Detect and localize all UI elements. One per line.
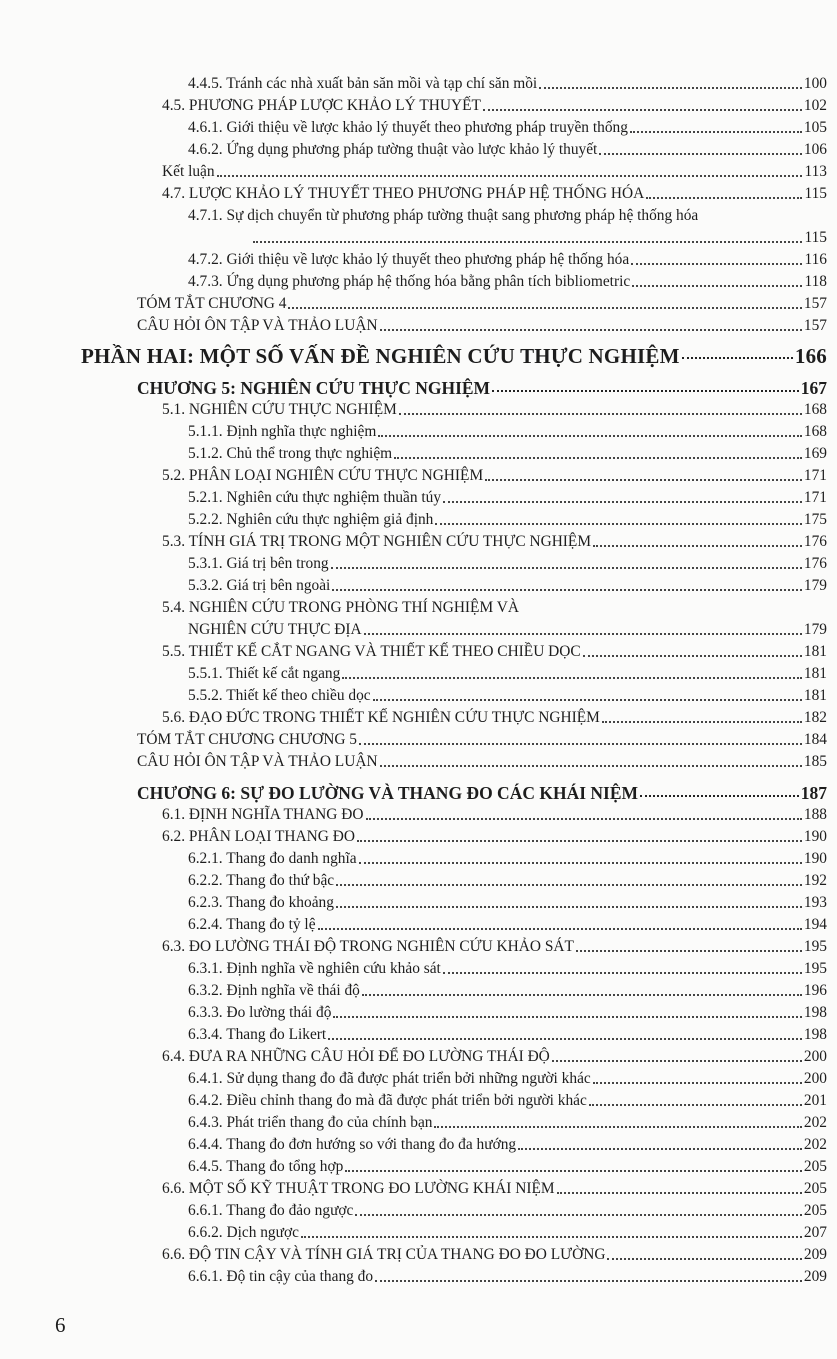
- toc-entry-title: 6.6. ĐỘ TIN CẬY VÀ TÍNH GIÁ TRỊ CỦA THANG ĐO ĐO LƯỜNG: [162, 1246, 606, 1263]
- toc-entry-title: 4.4.5. Tránh các nhà xuất bản săn mồi và tạp chí săn mồi: [188, 75, 538, 92]
- toc-entry-title: PHẦN HAI: MỘT SỐ VẤN ĐỀ NGHIÊN CỨU THỰC NGHIỆM: [81, 344, 680, 368]
- toc-entry: [0, 529, 837, 551]
- dot-leader: [301, 1236, 802, 1238]
- toc-entry: [0, 934, 837, 956]
- toc-entry-page: 195: [803, 960, 827, 977]
- toc-entry: [0, 551, 837, 573]
- toc-entry: [0, 159, 837, 181]
- toc-entry: [0, 1264, 837, 1286]
- toc-entry-page: 207: [803, 1224, 827, 1241]
- toc-entry-page: 118: [804, 273, 827, 290]
- toc-entry-page: 167: [800, 378, 827, 398]
- toc-entry: [0, 463, 837, 485]
- toc-entry-title: 5.3.2. Giá trị bên ngoài: [188, 577, 331, 594]
- dot-leader: [599, 153, 802, 155]
- toc-entry: [0, 137, 837, 159]
- toc-entry-page: 200: [803, 1070, 827, 1087]
- toc-entry-title: 5.6. ĐẠO ĐỨC TRONG THIẾT KẾ NGHIÊN CỨU THỰC NGHIỆM: [162, 709, 600, 726]
- toc-entry: [0, 1154, 837, 1176]
- toc-entry: [0, 419, 837, 441]
- dot-leader: [602, 721, 802, 723]
- dot-leader: [589, 1104, 802, 1106]
- toc-entry-page: 115: [804, 229, 827, 246]
- toc-entry-title: 5.3.1. Giá trị bên trong: [188, 555, 329, 572]
- toc-entry-page: 102: [803, 97, 827, 114]
- toc-entry-page: 202: [803, 1136, 827, 1153]
- toc-entry-title: 6.4.4. Thang đo đơn hướng so với thang đo đa hướng: [188, 1136, 517, 1153]
- toc-entry: [0, 507, 837, 529]
- toc-entry-page: 205: [803, 1202, 827, 1219]
- dot-leader: [373, 699, 802, 701]
- toc-entry-page: 157: [803, 317, 827, 334]
- dot-leader: [399, 413, 802, 415]
- toc-entry-title: 5.5. THIẾT KẾ CẮT NGANG VÀ THIẾT KẾ THEO CHIỀU DỌC: [162, 643, 581, 660]
- page-number: 6: [55, 1313, 66, 1337]
- toc-entry: [0, 978, 837, 1000]
- toc-entry: [0, 868, 837, 890]
- toc-entry-title: 5.5.2. Thiết kế theo chiều dọc: [188, 687, 371, 704]
- dot-leader: [632, 285, 802, 287]
- toc-entry-title: CHƯƠNG 6: SỰ ĐO LƯỜNG VÀ THANG ĐO CÁC KHÁI NIỆM: [137, 783, 639, 803]
- toc-entry-page: 182: [803, 709, 827, 726]
- toc-entry-page: 113: [804, 163, 827, 180]
- toc-entry: [0, 956, 837, 978]
- dot-leader: [318, 928, 802, 930]
- toc-entry-page: 169: [803, 445, 827, 462]
- toc-entry-title: 5.1. NGHIÊN CỨU THỰC NGHIỆM: [162, 401, 397, 418]
- toc-entry-page: 116: [804, 251, 827, 268]
- toc-entry-title: 6.4.2. Điều chỉnh thang đo mà đã được phát triển bởi người khác: [188, 1092, 587, 1109]
- dot-leader: [434, 1126, 801, 1128]
- toc-entry: [0, 595, 837, 617]
- toc-entry-title: 6.2.3. Thang đo khoảng: [188, 894, 334, 911]
- dot-leader: [576, 950, 802, 952]
- toc-entry-title: 4.7.2. Giới thiệu về lược khảo lý thuyết theo phương pháp hệ thống hóa: [188, 251, 630, 268]
- toc-entry-page: 171: [803, 489, 827, 506]
- toc-entry-title: 5.2.1. Nghiên cứu thực nghiệm thuần túy: [188, 489, 442, 506]
- toc-entry: [0, 203, 837, 225]
- toc-entry-title: CÂU HỎI ÔN TẬP VÀ THẢO LUẬN: [137, 753, 378, 770]
- dot-leader: [682, 357, 793, 359]
- toc-entry-title: 5.2.2. Nghiên cứu thực nghiệm giả định: [188, 511, 434, 528]
- toc-entry: [0, 71, 837, 93]
- toc-entry: [0, 313, 837, 335]
- toc-entry: [0, 617, 837, 639]
- toc-entry-page: 157: [803, 295, 827, 312]
- dot-leader: [607, 1258, 801, 1260]
- toc-entry-title: 4.5. PHƯƠNG PHÁP LƯỢC KHẢO LÝ THUYẾT: [162, 97, 481, 114]
- toc-entry-page: 168: [803, 423, 827, 440]
- toc-entry: [0, 1044, 837, 1066]
- toc-entry-page: 179: [803, 621, 827, 638]
- toc-entry-page: 205: [803, 1180, 827, 1197]
- toc-entry-page: 106: [803, 141, 827, 158]
- toc-entry-page: 209: [803, 1246, 827, 1263]
- dot-leader: [333, 1016, 801, 1018]
- toc-entry-page: 200: [803, 1048, 827, 1065]
- dot-leader: [443, 972, 802, 974]
- toc-entry-title: 6.6.2. Dịch ngược: [188, 1224, 299, 1241]
- toc-entry-page: 201: [803, 1092, 827, 1109]
- toc-entry-page: 195: [803, 938, 827, 955]
- toc-entry-page: 196: [803, 982, 827, 999]
- toc-entry: [0, 1110, 837, 1132]
- toc-entry-page: 188: [803, 806, 827, 823]
- toc-entry-page: 181: [803, 665, 827, 682]
- toc-entry: [0, 247, 837, 269]
- toc-entry-title: 6.3. ĐO LƯỜNG THÁI ĐỘ TRONG NGHIÊN CỨU KHẢO SÁT: [162, 938, 574, 955]
- toc-entry: [0, 573, 837, 595]
- toc-entry: [0, 661, 837, 683]
- toc-entry: [0, 639, 837, 661]
- dot-leader: [443, 501, 802, 503]
- toc-entry-page: 184: [803, 731, 827, 748]
- toc-entry-page: 190: [803, 850, 827, 867]
- toc-entry: [0, 1220, 837, 1242]
- toc-entry-title: 6.3.1. Định nghĩa về nghiên cứu khảo sát: [188, 960, 441, 977]
- toc-entry-title: 6.2.2. Thang đo thứ bậc: [188, 872, 335, 889]
- dot-leader: [640, 795, 799, 797]
- toc-entry-title: 4.6.1. Giới thiệu về lược khảo lý thuyết theo phương pháp truyền thống: [188, 119, 628, 136]
- toc-entry: [0, 269, 837, 291]
- toc-entry-title: 6.6. MỘT SỐ KỸ THUẬT TRONG ĐO LƯỜNG KHÁI NIỆM: [162, 1180, 555, 1197]
- dot-leader: [483, 109, 802, 111]
- dot-leader: [359, 743, 802, 745]
- toc-entry-title: Kết luận: [162, 163, 215, 180]
- toc-entry: [0, 890, 837, 912]
- toc-entry-title: 4.7. LƯỢC KHẢO LÝ THUYẾT THEO PHƯƠNG PHÁP HỆ THỐNG HÓA: [162, 185, 645, 202]
- dot-leader: [217, 175, 803, 177]
- toc-entry-page: 198: [803, 1026, 827, 1043]
- dot-leader: [394, 457, 802, 459]
- toc-entry-title: CHƯƠNG 5: NGHIÊN CỨU THỰC NGHIỆM: [137, 378, 491, 398]
- toc-entry: [0, 485, 837, 507]
- toc-entry: [0, 683, 837, 705]
- toc-entry-page: 176: [803, 533, 827, 550]
- dot-leader: [342, 677, 802, 679]
- toc-entry: [0, 912, 837, 934]
- toc-entry-title: TÓM TẮT CHƯƠNG 4: [137, 295, 287, 312]
- dot-leader: [593, 545, 802, 547]
- toc-entry-page: 187: [800, 783, 827, 803]
- toc-entry-title: 6.6.1. Độ tin cậy của thang đo: [188, 1268, 374, 1285]
- toc-entry-page: 193: [803, 894, 827, 911]
- toc-entry-title: 6.4.3. Phát triển thang đo của chính bạn: [188, 1114, 433, 1131]
- toc-entry-title: 6.2.4. Thang đo tỷ lệ: [188, 916, 316, 933]
- dot-leader: [288, 307, 801, 309]
- toc-entry-page: 185: [803, 753, 827, 770]
- toc-entry-page: 202: [803, 1114, 827, 1131]
- dot-leader: [378, 435, 802, 437]
- toc-entry-title: 5.2. PHÂN LOẠI NGHIÊN CỨU THỰC NGHIỆM: [162, 467, 484, 484]
- toc-entry-page: 115: [804, 185, 827, 202]
- toc-entry-title: CÂU HỎI ÔN TẬP VÀ THẢO LUẬN: [137, 317, 378, 334]
- dot-leader: [331, 567, 802, 569]
- toc-entry: [0, 397, 837, 419]
- toc-entry-page: 190: [803, 828, 827, 845]
- toc-entry-title: 6.4.1. Sử dụng thang đo đã được phát triển bởi những người khác: [188, 1070, 591, 1087]
- toc-entry-page: 179: [803, 577, 827, 594]
- toc-entry-page: 209: [803, 1268, 827, 1285]
- dot-leader: [593, 1082, 802, 1084]
- dot-leader: [336, 884, 802, 886]
- toc-entry: [0, 774, 837, 802]
- toc-entry-title: 4.6.2. Ứng dụng phương pháp tường thuật vào lược khảo lý thuyết: [188, 141, 598, 158]
- dot-leader: [435, 523, 802, 525]
- toc-entry: [0, 727, 837, 749]
- toc-entry: [0, 1088, 837, 1110]
- dot-leader: [328, 1038, 802, 1040]
- toc-entry: [0, 225, 837, 247]
- toc-entry: [0, 705, 837, 727]
- dot-leader: [583, 655, 802, 657]
- dot-leader: [332, 589, 802, 591]
- toc-entry-page: 181: [803, 643, 827, 660]
- dot-leader: [375, 1280, 802, 1282]
- toc-entry-page: 181: [803, 687, 827, 704]
- toc-entry: [0, 1066, 837, 1088]
- dot-leader: [364, 633, 802, 635]
- toc-entry-page: 192: [803, 872, 827, 889]
- toc-entry-title: 6.1. ĐỊNH NGHĨA THANG ĐO: [162, 806, 364, 823]
- toc-entry: [0, 93, 837, 115]
- toc-entry-title: 5.3. TÍNH GIÁ TRỊ TRONG MỘT NGHIÊN CỨU THỰC NGHIỆM: [162, 533, 592, 550]
- toc-entry-page: 100: [803, 75, 827, 92]
- toc-entry-title: 5.1.2. Chủ thể trong thực nghiệm: [188, 445, 393, 462]
- toc-entry-page: 171: [803, 467, 827, 484]
- toc-entry-title: 6.6.1. Thang đo đảo ngược: [188, 1202, 354, 1219]
- dot-leader: [539, 87, 802, 89]
- dot-leader: [336, 906, 802, 908]
- toc-entry-page: 166: [794, 344, 827, 368]
- toc-entry-title: 6.3.3. Đo lường thái độ: [188, 1004, 332, 1021]
- dot-leader: [630, 131, 802, 133]
- toc-entry: [0, 115, 837, 137]
- toc-entry: [0, 824, 837, 846]
- toc-entry: [0, 1022, 837, 1044]
- toc-entry-page: 198: [803, 1004, 827, 1021]
- dot-leader: [552, 1060, 802, 1062]
- toc-entry: [0, 1198, 837, 1220]
- dot-leader: [518, 1148, 802, 1150]
- toc-entry-title: TÓM TẮT CHƯƠNG CHƯƠNG 5: [137, 731, 357, 748]
- toc-entry-title: 6.2. PHÂN LOẠI THANG ĐO: [162, 828, 355, 845]
- dot-leader: [492, 390, 799, 392]
- dot-leader: [557, 1192, 802, 1194]
- toc-entry-title: 6.3.2. Định nghĩa về thái độ: [188, 982, 360, 999]
- toc-entry: [0, 1176, 837, 1198]
- dot-leader: [646, 197, 802, 199]
- toc-entry-title: 5.4. NGHIÊN CỨU TRONG PHÒNG THÍ NGHIỆM VÀ: [162, 599, 519, 616]
- toc-entry-page: 205: [803, 1158, 827, 1175]
- toc-entry: [0, 749, 837, 771]
- toc-entry-page: 194: [803, 916, 827, 933]
- toc-entry-title: 4.7.1. Sự dịch chuyển từ phương pháp tường thuật sang phương pháp hệ thống hóa: [188, 207, 699, 224]
- dot-leader: [362, 994, 802, 996]
- dot-leader: [380, 329, 802, 331]
- toc-entry: [0, 802, 837, 824]
- table-of-contents: [0, 71, 837, 1286]
- dot-leader: [380, 765, 802, 767]
- toc-entry-page: 175: [803, 511, 827, 528]
- toc-entry: [0, 1000, 837, 1022]
- toc-entry-title: 5.1.1. Định nghĩa thực nghiệm: [188, 423, 377, 440]
- toc-entry: [0, 1132, 837, 1154]
- dot-leader: [355, 1214, 802, 1216]
- toc-entry-title: 6.3.4. Thang đo Likert: [188, 1026, 327, 1043]
- toc-entry-title: 4.7.3. Ứng dụng phương pháp hệ thống hóa bằng phân tích bibliometric: [188, 273, 631, 290]
- toc-entry-page: 168: [803, 401, 827, 418]
- dot-leader: [359, 862, 802, 864]
- dot-leader: [631, 263, 802, 265]
- toc-entry: [0, 335, 837, 368]
- toc-entry: [0, 369, 837, 397]
- toc-entry: [0, 441, 837, 463]
- toc-entry: [0, 846, 837, 868]
- dot-leader: [345, 1170, 802, 1172]
- toc-entry: [0, 181, 837, 203]
- toc-entry-title: NGHIÊN CỨU THỰC ĐỊA: [188, 621, 362, 638]
- toc-entry-page: 176: [803, 555, 827, 572]
- toc-entry-title: 6.4. ĐƯA RA NHỮNG CÂU HỎI ĐỂ ĐO LƯỜNG THÁI ĐỘ: [162, 1048, 550, 1065]
- toc-entry-title: 6.2.1. Thang đo danh nghĩa: [188, 850, 357, 867]
- dot-leader: [485, 479, 802, 481]
- toc-entry-title: 5.5.1. Thiết kế cắt ngang: [188, 665, 341, 682]
- dot-leader: [357, 840, 802, 842]
- toc-entry: [0, 291, 837, 313]
- toc-entry: [0, 1242, 837, 1264]
- toc-entry-page: 105: [803, 119, 827, 136]
- dot-leader: [366, 818, 802, 820]
- dot-leader: [253, 241, 802, 243]
- toc-entry-title: 6.4.5. Thang đo tổng hợp: [188, 1158, 344, 1175]
